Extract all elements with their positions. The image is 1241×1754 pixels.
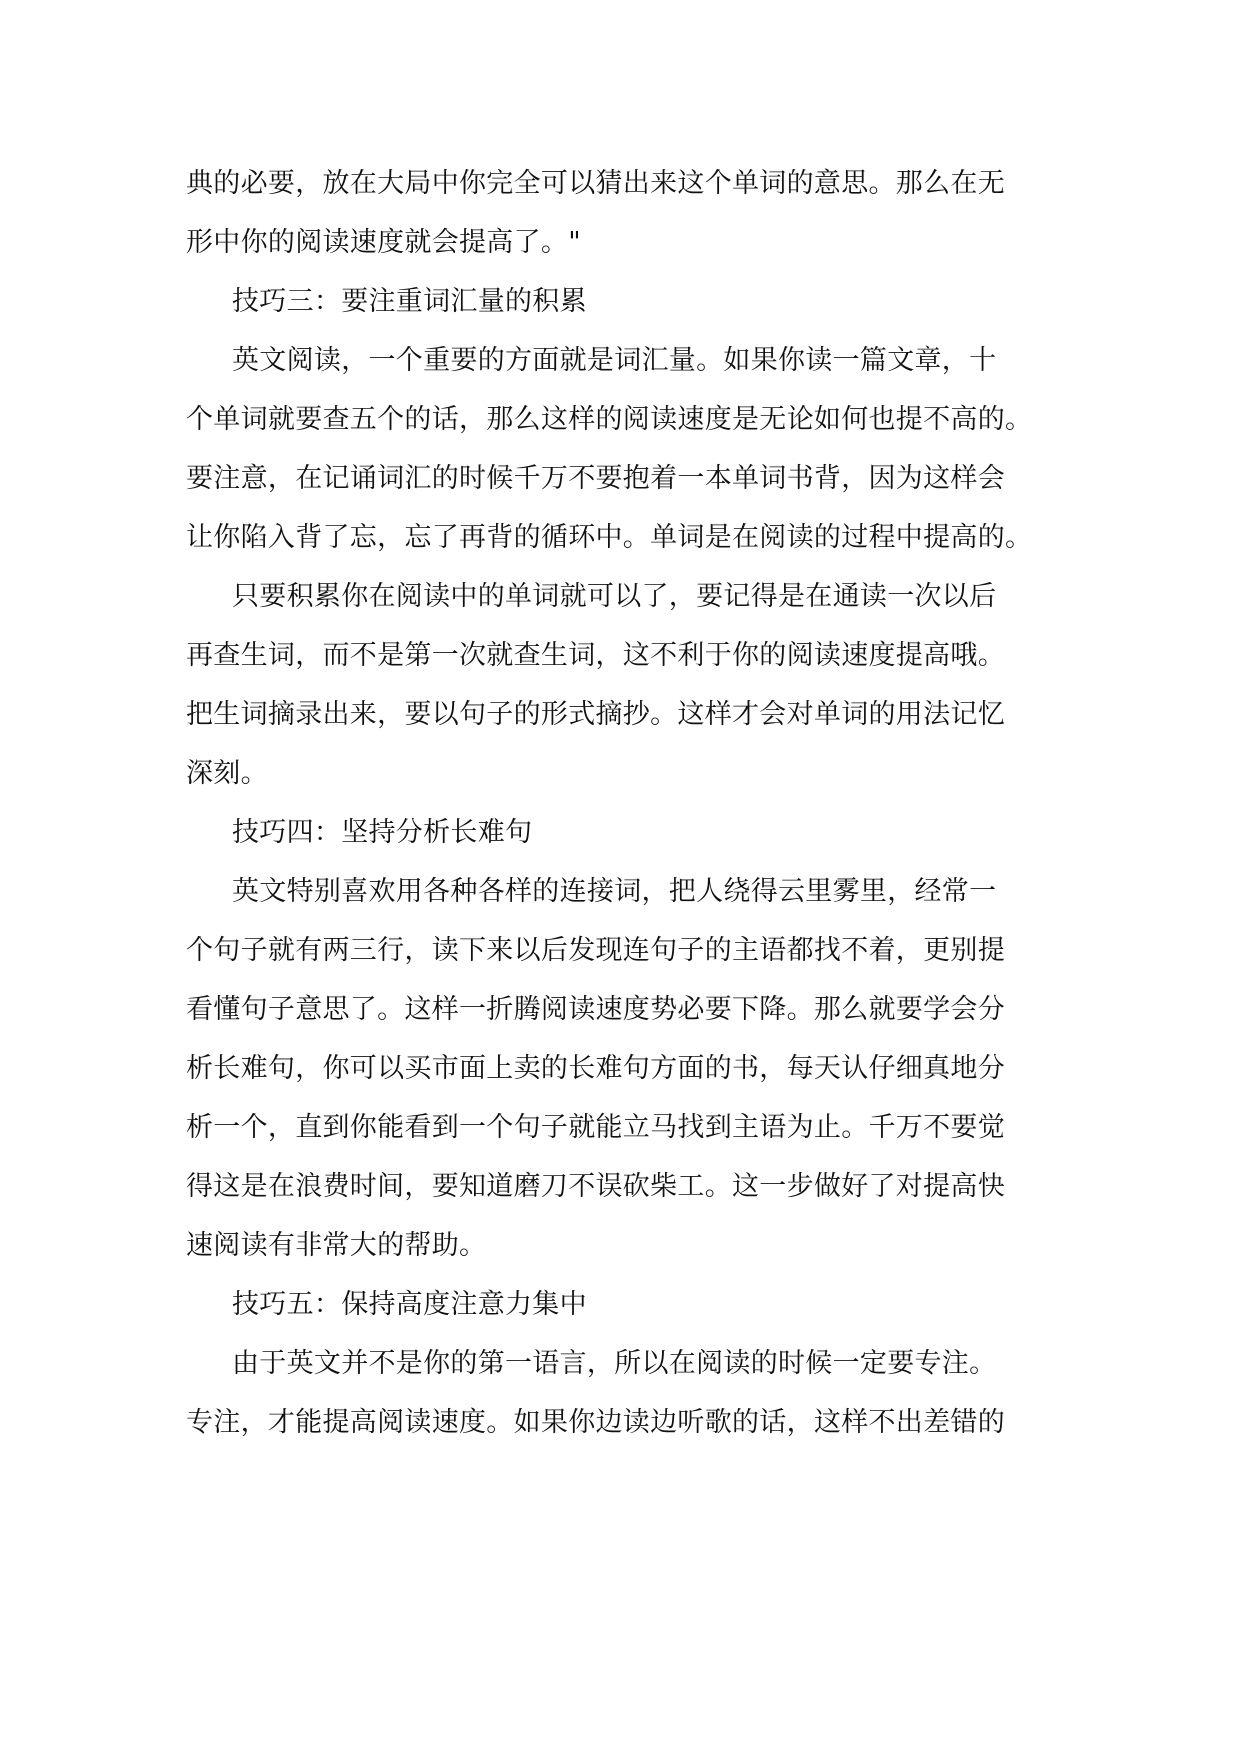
text-line: 英文阅读，一个重要的方面就是词汇量。如果你读一篇文章，十 — [232, 345, 997, 376]
text-line: 由于英文并不是你的第一语言，所以在阅读的时候一定要专注。 — [232, 1348, 997, 1379]
text-line: 个句子就有两三行，读下来以后发现连句子的主语都找不着，更别提 — [186, 935, 1005, 966]
text-line: 速阅读有非常大的帮助。 — [186, 1230, 487, 1261]
text-line: 析一个，直到你能看到一个句子就能立马找到主语为止。千万不要觉 — [186, 1112, 1005, 1143]
text-line: 只要积累你在阅读中的单词就可以了，要记得是在通读一次以后 — [232, 581, 997, 612]
text-line: 让你陷入背了忘，忘了再背的循环中。单词是在阅读的过程中提高的。 — [186, 522, 1033, 553]
text-line: 典的必要，放在大局中你完全可以猜出来这个单词的意思。那么在无 — [186, 168, 1005, 199]
section-heading-tip-5: 技巧五：保持高度注意力集中 — [232, 1289, 587, 1320]
text-line: 看懂句子意思了。这样一折腾阅读速度势必要下降。那么就要学会分 — [186, 994, 1005, 1025]
text-line: 要注意，在记诵词汇的时候千万不要抱着一本单词书背，因为这样会 — [186, 463, 1005, 494]
text-line: 再查生词，而不是第一次就查生词，这不利于你的阅读速度提高哦。 — [186, 640, 1005, 671]
text-line: 英文特别喜欢用各种各样的连接词，把人绕得云里雾里，经常一 — [232, 876, 997, 907]
text-line: 个单词就要查五个的话，那么这样的阅读速度是无论如何也提不高的。 — [186, 404, 1033, 435]
section-heading-tip-4: 技巧四：坚持分析长难句 — [232, 817, 533, 848]
text-line: 深刻。 — [186, 758, 268, 789]
text-line: 析长难句，你可以买市面上卖的长难句方面的书，每天认仔细真地分 — [186, 1053, 1005, 1084]
text-line: 得这是在浪费时间，要知道磨刀不误砍柴工。这一步做好了对提高快 — [186, 1171, 1005, 1202]
document-body — [186, 154, 1056, 1452]
text-line: 把生词摘录出来，要以句子的形式摘抄。这样才会对单词的用法记忆 — [186, 699, 1005, 730]
text-line: 专注，才能提高阅读速度。如果你边读边听歌的话，这样不出差错的 — [186, 1407, 1005, 1438]
section-heading-tip-3: 技巧三：要注重词汇量的积累 — [232, 286, 587, 317]
text-line: 形中你的阅读速度就会提高了。" — [186, 227, 581, 258]
